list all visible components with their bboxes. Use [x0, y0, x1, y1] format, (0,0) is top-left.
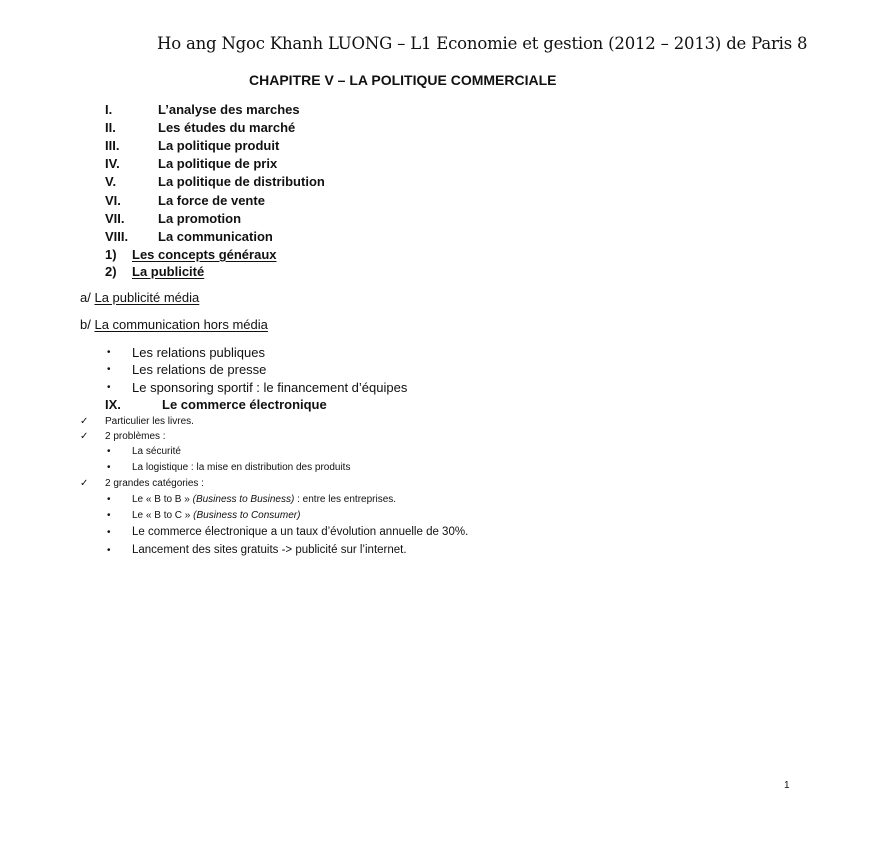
page-header: Ho ang Ngoc Khanh LUONG – L1 Economie et gestion (2012 – 2013) de Paris 8 [157, 34, 808, 53]
lettered-marker: a/ [80, 290, 91, 305]
bullet-item [105, 345, 505, 360]
outline-text: La politique de distribution [158, 174, 325, 189]
bullet-icon: • [107, 347, 111, 358]
bullet-item [105, 462, 505, 473]
outline-text: La communication [158, 229, 273, 244]
outline-number: II. [105, 120, 116, 135]
outline-text: Les études du marché [158, 120, 296, 135]
bullet-text: Le sponsoring sportif : le financement d’équipes [132, 380, 408, 395]
outline-item [105, 156, 405, 171]
bullet-item [105, 510, 605, 521]
check-icon: ✓ [80, 478, 89, 489]
lettered-item [80, 290, 199, 305]
bullet-text: Le commerce électronique a un taux d’évolution annuelle de 30%. [132, 526, 469, 538]
outline-item-ix [105, 397, 505, 412]
category-b2b [132, 494, 396, 505]
bullet-text: La logistique : la mise en distribution des produits [132, 462, 351, 473]
bullet-item [105, 544, 705, 556]
check-icon: ✓ [80, 416, 89, 427]
check-item [80, 431, 480, 442]
bullet-icon: • [107, 446, 111, 457]
outline-item [105, 229, 405, 244]
b2c-prefix: Le « B to C » [132, 510, 194, 521]
chapter-title: CHAPITRE V – LA POLITIQUE COMMERCIALE [249, 72, 557, 88]
subsection-text: Les concepts généraux [132, 247, 277, 262]
b2b-italic: (Business to Business) [192, 494, 295, 505]
outline-text: L’analyse des marches [158, 102, 300, 117]
bullet-icon: • [107, 545, 111, 556]
outline-number: IV. [105, 156, 120, 171]
check-item [80, 478, 480, 489]
b2c-italic: (Business to Consumer) [193, 510, 301, 521]
outline-number: V. [105, 174, 117, 189]
bullet-text: Les relations de presse [132, 362, 267, 377]
bullet-text: La sécurité [132, 446, 181, 457]
outline-number: VIII. [105, 229, 129, 244]
outline-number: VII. [105, 211, 125, 226]
outline-item [105, 211, 405, 226]
b2b-prefix: Le « B to B » [132, 494, 193, 505]
lettered-text: La communication hors média [94, 317, 268, 332]
outline-item [105, 193, 405, 208]
subsection-item [105, 264, 405, 279]
outline-item [105, 174, 405, 189]
category-b2c [132, 510, 300, 521]
check-text: 2 problèmes : [105, 431, 166, 442]
bullet-item [105, 380, 505, 395]
subsection-item [105, 247, 405, 262]
lettered-item [80, 317, 268, 332]
outline-number: IX. [105, 397, 121, 412]
bullet-text: Les relations publiques [132, 345, 265, 360]
subsection-number: 1) [105, 247, 117, 262]
outline-item [105, 102, 405, 117]
lettered-text: La publicité média [94, 290, 200, 305]
outline-text: La force de vente [158, 193, 265, 208]
bullet-icon: • [107, 527, 111, 538]
subsection-number: 2) [105, 264, 117, 279]
bullet-icon: • [107, 510, 111, 521]
bullet-item [105, 526, 705, 538]
bullet-icon: • [107, 494, 111, 505]
check-text: Particulier les livres. [105, 416, 194, 427]
subsection-text: La publicité [132, 264, 205, 279]
check-icon: ✓ [80, 431, 89, 442]
check-item [80, 416, 480, 427]
outline-item [105, 120, 405, 135]
outline-text: Le commerce électronique [162, 397, 327, 412]
lettered-marker: b/ [80, 317, 91, 332]
bullet-item [105, 494, 605, 505]
outline-text: La promotion [158, 211, 242, 226]
outline-text: La politique de prix [158, 156, 278, 171]
page-number: 1 [784, 780, 790, 791]
b2b-suffix: : entre les entreprises. [294, 494, 397, 505]
bullet-item [105, 362, 505, 377]
outline-number: I. [105, 102, 113, 117]
bullet-item [105, 446, 505, 457]
outline-number: III. [105, 138, 120, 153]
outline-number: VI. [105, 193, 121, 208]
outline-item [105, 138, 405, 153]
check-text: 2 grandes catégories : [105, 478, 204, 489]
bullet-text: Lancement des sites gratuits -> publicité sur l’internet. [132, 544, 407, 556]
outline-text: La politique produit [158, 138, 280, 153]
bullet-icon: • [107, 382, 111, 393]
bullet-icon: • [107, 364, 111, 375]
bullet-icon: • [107, 462, 111, 473]
